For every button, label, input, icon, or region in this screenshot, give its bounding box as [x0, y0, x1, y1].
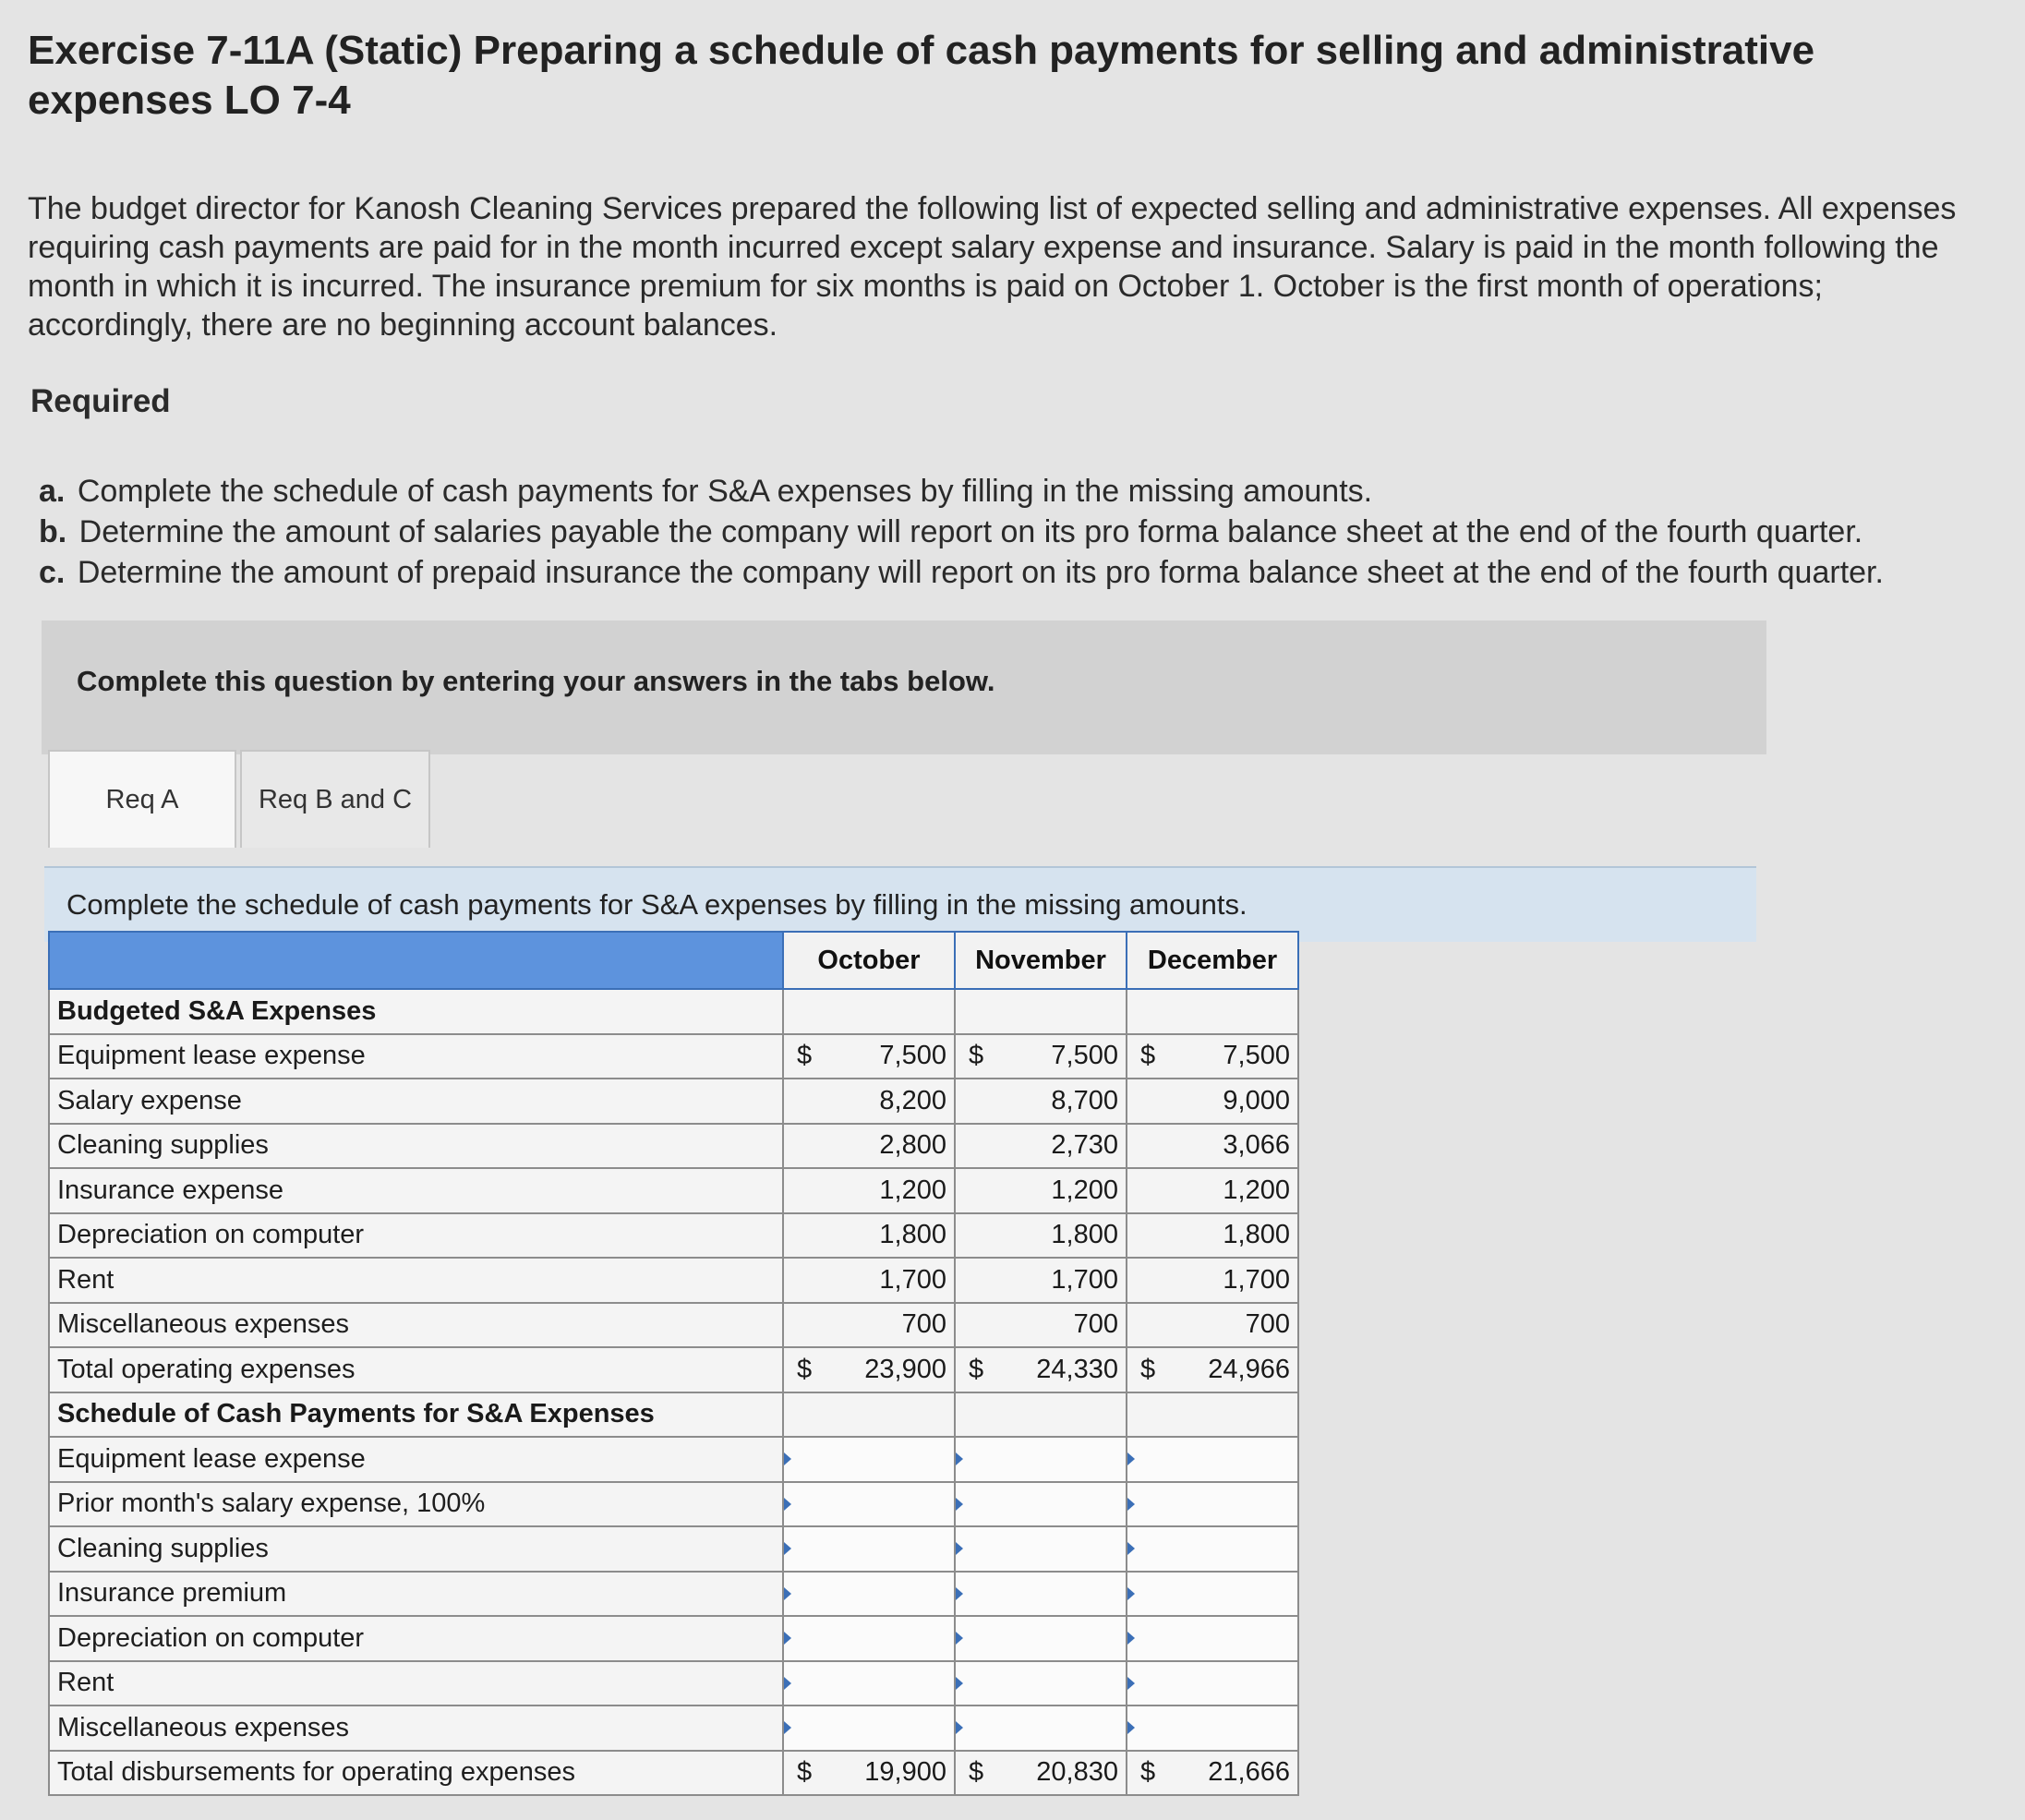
table-row: [49, 1482, 1298, 1527]
value-cell: 2,730: [955, 1124, 1127, 1169]
table-row: [49, 1079, 1298, 1124]
total-cell: $ 24,966: [1127, 1347, 1298, 1392]
value-cell: 1,700: [955, 1258, 1127, 1303]
amount-input[interactable]: [1127, 1526, 1298, 1572]
total-cell: $ 19,900: [783, 1751, 955, 1796]
amount-input[interactable]: [955, 1526, 1127, 1572]
row-label: Cleaning supplies: [49, 1526, 783, 1572]
row-label: Salary expense: [49, 1079, 783, 1124]
tab-req-a[interactable]: Req A: [48, 750, 236, 848]
amount-input[interactable]: [955, 1482, 1127, 1527]
row-label: Insurance premium: [49, 1572, 783, 1617]
value-cell: $ 7,500: [783, 1034, 955, 1079]
table-row: [49, 1124, 1298, 1169]
amount-input[interactable]: [1127, 1572, 1298, 1617]
table-row: [49, 1168, 1298, 1213]
table-row: [49, 1661, 1298, 1706]
amount-input[interactable]: [955, 1437, 1127, 1482]
amount-input[interactable]: [1127, 1482, 1298, 1527]
row-label: Insurance expense: [49, 1168, 783, 1213]
header-november: November: [955, 932, 1127, 989]
row-label: Depreciation on computer: [49, 1616, 783, 1661]
row-label: Cleaning supplies: [49, 1124, 783, 1169]
value-cell: 1,200: [1127, 1168, 1298, 1213]
total-cell: $ 21,666: [1127, 1751, 1298, 1796]
requirement-c: c. Determine the amount of prepaid insurance the company will report on its pro forma balance sheet at the end of the fourth quarter.: [39, 555, 1884, 590]
amount-input[interactable]: [783, 1616, 955, 1661]
value-cell: 2,800: [783, 1124, 955, 1169]
row-label: Total operating expenses: [49, 1347, 783, 1392]
instruction-box: [42, 621, 1766, 754]
instruction-text: Complete this question by entering your answers in the tabs below.: [77, 665, 995, 697]
row-label: Prior month's salary expense, 100%: [49, 1482, 783, 1527]
value-cell: 1,800: [783, 1213, 955, 1259]
table-row: [49, 1705, 1298, 1751]
value-cell: $ 7,500: [1127, 1034, 1298, 1079]
row-label: Depreciation on computer: [49, 1213, 783, 1259]
intro-paragraph: The budget director for Kanosh Cleaning Services prepared the following list of expected selling and administrative expenses. All expenses requiring cash payments are paid for in the month incurred except salary expense and insurance. Salary is paid in the month following the month in which it is incurred. The insurance premium for six months is paid on October 1. October is the first month of operations; accordingly, there are no beginning account balances.: [28, 191, 1957, 343]
header-blank-cell: [49, 932, 783, 989]
required-heading: Required: [30, 383, 171, 419]
panel-instruction-text: Complete the schedule of cash payments for S&A expenses by filling in the missing amounts.: [66, 888, 1248, 921]
amount-input[interactable]: [1127, 1705, 1298, 1751]
row-label: Miscellaneous expenses: [49, 1303, 783, 1348]
table-row: [49, 1303, 1298, 1348]
table-row: [49, 1213, 1298, 1259]
amount-input[interactable]: [783, 1572, 955, 1617]
table-header-row: [49, 932, 1298, 989]
row-label: Miscellaneous expenses: [49, 1705, 783, 1751]
section-title: Budgeted S&A Expenses: [49, 989, 783, 1034]
value-cell: 8,200: [783, 1079, 955, 1124]
row-label: Rent: [49, 1661, 783, 1706]
total-cell: $ 24,330: [955, 1347, 1127, 1392]
header-december: December: [1127, 932, 1298, 989]
table-row: [49, 1258, 1298, 1303]
value-cell: 1,800: [1127, 1213, 1298, 1259]
header-october: October: [783, 932, 955, 989]
value-cell: 9,000: [1127, 1079, 1298, 1124]
total-row: [49, 1347, 1298, 1392]
amount-input[interactable]: [783, 1482, 955, 1527]
requirement-b: b. Determine the amount of salaries payable the company will report on its pro forma balance sheet at the end of the fourth quarter.: [39, 514, 1863, 549]
table-row: [49, 1437, 1298, 1482]
amount-input[interactable]: [955, 1572, 1127, 1617]
row-label: Equipment lease expense: [49, 1034, 783, 1079]
requirement-a: a. Complete the schedule of cash payments for S&A expenses by filling in the missing amounts.: [39, 474, 1373, 509]
amount-input[interactable]: [955, 1616, 1127, 1661]
table-row: [49, 1526, 1298, 1572]
table-row: [49, 1572, 1298, 1617]
value-cell: 1,200: [783, 1168, 955, 1213]
amount-input[interactable]: [1127, 1616, 1298, 1661]
total-cell: $ 23,900: [783, 1347, 955, 1392]
table-row: [49, 1616, 1298, 1661]
value-cell: $ 7,500: [955, 1034, 1127, 1079]
tab-req-b-and-c[interactable]: Req B and C: [240, 750, 430, 848]
value-cell: 700: [1127, 1303, 1298, 1348]
value-cell: 1,700: [1127, 1258, 1298, 1303]
value-cell: 1,200: [955, 1168, 1127, 1213]
value-cell: 700: [955, 1303, 1127, 1348]
row-label: Total disbursements for operating expenses: [49, 1751, 783, 1796]
table-row: [49, 1034, 1298, 1079]
value-cell: 8,700: [955, 1079, 1127, 1124]
row-label: Rent: [49, 1258, 783, 1303]
section-title: Schedule of Cash Payments for S&A Expenses: [49, 1392, 783, 1438]
row-label: Equipment lease expense: [49, 1437, 783, 1482]
value-cell: 1,700: [783, 1258, 955, 1303]
value-cell: 1,800: [955, 1213, 1127, 1259]
value-cell: 3,066: [1127, 1124, 1298, 1169]
amount-input[interactable]: [783, 1437, 955, 1482]
amount-input[interactable]: [1127, 1661, 1298, 1706]
value-cell: 700: [783, 1303, 955, 1348]
total-cell: $ 20,830: [955, 1751, 1127, 1796]
amount-input[interactable]: [783, 1661, 955, 1706]
exercise-title: Exercise 7-11A (Static) Preparing a schedule of cash payments for selling and administrative expenses LO 7-4: [28, 28, 1815, 123]
sa-expense-schedule: [48, 931, 1299, 1796]
section-row-cash: [49, 1392, 1298, 1438]
amount-input[interactable]: [783, 1705, 955, 1751]
section-row-budget: [49, 989, 1298, 1034]
requirements-list: [39, 471, 1996, 593]
amount-input[interactable]: [955, 1705, 1127, 1751]
amount-input[interactable]: [783, 1526, 955, 1572]
total-row: [49, 1751, 1298, 1796]
amount-input[interactable]: [1127, 1437, 1298, 1482]
amount-input[interactable]: [955, 1661, 1127, 1706]
